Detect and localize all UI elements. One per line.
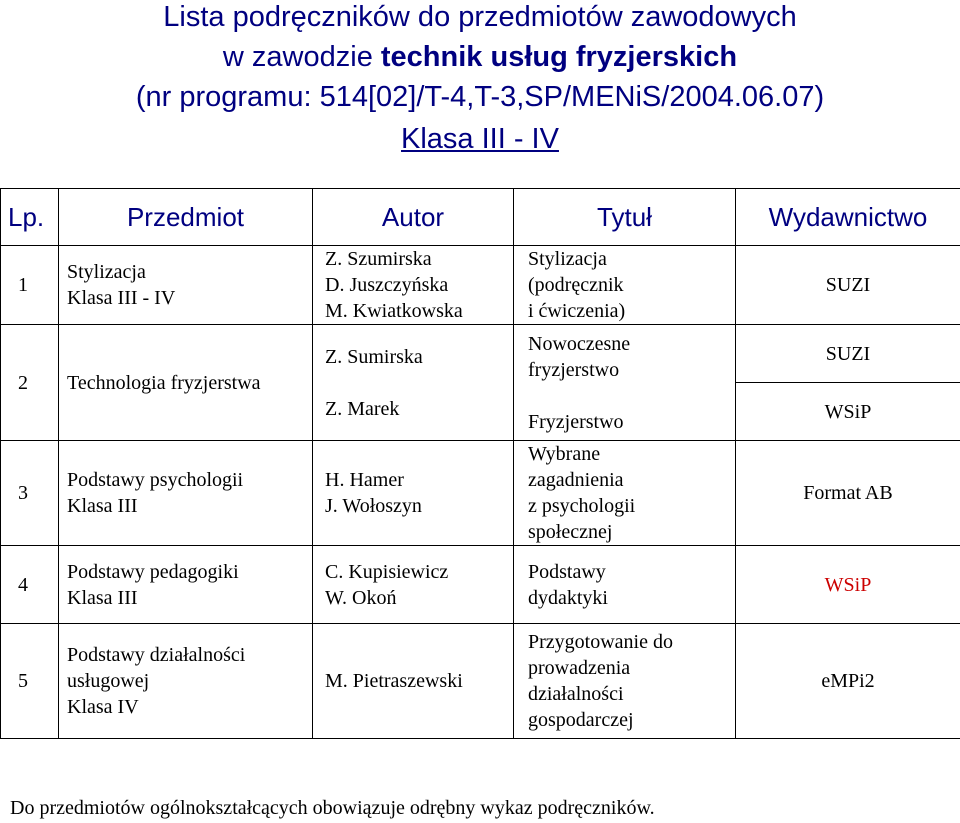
- publisher-cell: SUZI: [736, 325, 960, 383]
- subject-cell: [59, 546, 313, 624]
- title-line: zagadnienia: [528, 469, 624, 491]
- row-number: 4: [1, 546, 59, 624]
- title-line: Fryzjerstwo: [528, 410, 624, 433]
- subject-line: Klasa IV: [67, 696, 139, 718]
- footer-note: Do przedmiotów ogólnokształcących obowiązuje odrębny wykaz podręczników.: [10, 797, 655, 819]
- document-header: [0, 0, 960, 159]
- title-cell: [514, 624, 736, 739]
- author-cell: [313, 325, 514, 441]
- title-cell: [514, 246, 736, 325]
- title-line: Podstawy: [528, 560, 606, 583]
- page-title: Lista podręczników do przedmiotów zawodowych: [163, 1, 797, 33]
- publisher-cell: Format AB: [736, 441, 960, 546]
- title-cell: [514, 325, 736, 441]
- publisher-cell: eMPi2: [736, 624, 960, 739]
- subject-cell: [59, 441, 313, 546]
- title-cell: [514, 546, 736, 624]
- author-name: H. Hamer: [325, 469, 404, 491]
- subject-line: Klasa III: [67, 495, 138, 517]
- program-number: (nr programu: 514[02]/T-4,T-3,SP/MENiS/2004.06.07): [135, 81, 825, 113]
- subject-cell: [59, 325, 313, 441]
- author-name: M. Pietraszewski: [325, 670, 463, 692]
- author-name: J. Wołoszyn: [325, 495, 422, 517]
- subject-cell: [59, 624, 313, 739]
- class-label: Klasa III - IV: [401, 123, 559, 155]
- author-cell: [313, 441, 514, 546]
- publisher-cell: SUZI: [736, 246, 960, 325]
- subject-line: usługowej: [67, 670, 150, 692]
- subject-line: Klasa III - IV: [67, 287, 176, 309]
- row-number: 5: [1, 624, 59, 739]
- subject-line: Podstawy pedagogiki: [67, 560, 239, 583]
- title-line: fryzjerstwo: [528, 358, 620, 381]
- title-cell: [514, 441, 736, 546]
- title-line: gospodarczej: [528, 709, 634, 731]
- subject-line: Technologia fryzjerstwa: [67, 371, 261, 394]
- column-header-author: Autor: [313, 189, 514, 246]
- profession-line: [0, 37, 960, 77]
- publisher-cell: WSiP: [736, 383, 960, 441]
- author-name: C. Kupisiewicz: [325, 560, 449, 583]
- author-cell: [313, 624, 514, 739]
- author-name: W. Okoń: [325, 586, 397, 609]
- subject-line: Stylizacja: [67, 261, 146, 283]
- title-line: Nowoczesne: [528, 332, 631, 355]
- table-row: [1, 441, 960, 546]
- title-line: (podręcznik: [528, 274, 624, 296]
- subject-cell: [59, 246, 313, 325]
- table-row: [1, 624, 960, 739]
- author-cell: [313, 546, 514, 624]
- row-number: 3: [1, 441, 59, 546]
- column-header-subject: Przedmiot: [59, 189, 313, 246]
- title-line: działalności: [528, 683, 624, 705]
- author-name: M. Kwiatkowska: [325, 300, 463, 322]
- column-header-publisher: Wydawnictwo: [736, 189, 960, 246]
- title-line: społecznej: [528, 521, 613, 543]
- title-line: Przygotowanie do: [528, 631, 673, 653]
- table-header-row: [1, 189, 960, 246]
- title-line: z psychologii: [528, 495, 636, 517]
- table-row: [1, 325, 960, 383]
- title-line: Wybrane: [528, 443, 601, 465]
- title-line: prowadzenia: [528, 657, 631, 679]
- author-name: Z. Marek: [325, 397, 400, 420]
- title-line: dydaktyki: [528, 586, 608, 609]
- author-name: Z. Sumirska: [325, 345, 423, 368]
- subject-line: Podstawy psychologii: [67, 469, 244, 491]
- author-name: D. Juszczyńska: [325, 274, 449, 296]
- profession-prefix: w zawodzie: [222, 41, 381, 73]
- title-line: i ćwiczenia): [528, 300, 626, 322]
- row-number: 1: [1, 246, 59, 325]
- subject-line: Podstawy działalności: [67, 644, 246, 666]
- profession-name: technik usług fryzjerskich: [380, 41, 738, 73]
- column-header-title: Tytuł: [514, 189, 736, 246]
- author-cell: [313, 246, 514, 325]
- table-row: [1, 246, 960, 325]
- publisher-cell: WSiP: [736, 546, 960, 624]
- title-line: Stylizacja: [528, 248, 607, 270]
- author-name: Z. Szumirska: [325, 248, 432, 270]
- table-row: [1, 546, 960, 624]
- row-number: 2: [1, 325, 59, 441]
- subject-line: Klasa III: [67, 586, 138, 609]
- textbook-table: [0, 188, 960, 739]
- column-header-lp: Lp.: [1, 189, 59, 246]
